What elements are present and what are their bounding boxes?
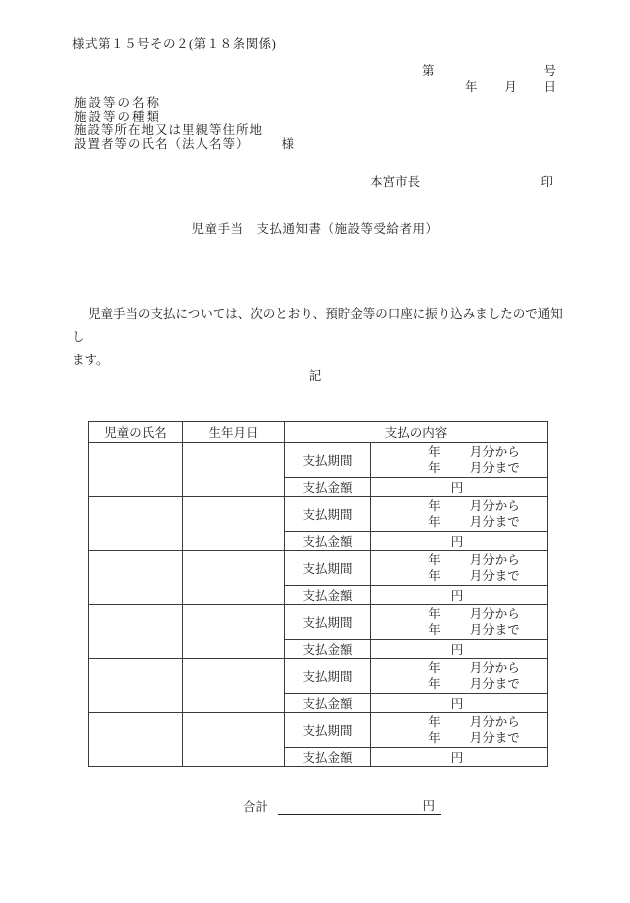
payment-period-value [371, 659, 548, 694]
period-year-blank [441, 444, 470, 460]
period-year-label: 年 [428, 607, 441, 621]
period-year-blank [441, 568, 470, 584]
period-to-line [371, 622, 547, 638]
owner-name-line [74, 138, 295, 152]
seal-mark: 印 [540, 175, 553, 189]
payment-period-label: 支払期間 [285, 497, 371, 532]
child-name-cell [89, 497, 183, 551]
birth-date-cell [183, 713, 285, 767]
period-year-blank [441, 514, 470, 530]
period-from-label: 月分から [469, 445, 520, 459]
period-year-blank [441, 460, 470, 476]
period-from-label: 月分から [469, 607, 520, 621]
period-to-label: 月分まで [469, 461, 520, 475]
date-year-label: 年 [465, 80, 478, 94]
period-to-line [371, 460, 547, 476]
period-year-label: 年 [428, 731, 441, 745]
period-to-label: 月分まで [469, 515, 520, 529]
payment-period-label: 支払期間 [285, 713, 371, 748]
date-month-label: 月 [504, 80, 517, 94]
period-from-label: 月分から [469, 661, 520, 675]
period-from-line [371, 552, 547, 568]
date-day-label: 日 [543, 80, 556, 94]
payment-period-label: 支払期間 [285, 551, 371, 586]
payment-table-wrapper [88, 421, 548, 767]
total-unit-label: 円 [422, 799, 436, 813]
birth-date-cell [183, 605, 285, 659]
period-year-label: 年 [428, 661, 441, 675]
period-year-blank [441, 730, 470, 746]
issuer-name: 本宮市長 [370, 175, 421, 189]
period-to-label: 月分まで [469, 731, 520, 745]
birth-date-cell [183, 443, 285, 497]
period-from-line [371, 444, 547, 460]
period-from-line [371, 606, 547, 622]
table-header-row [89, 422, 548, 443]
header-payment-details: 支払の内容 [285, 422, 548, 443]
body-paragraph [72, 303, 572, 372]
period-from-line [371, 714, 547, 730]
period-to-label: 月分まで [469, 569, 520, 583]
payment-table-body [89, 443, 548, 767]
facility-address-label: 施設等所在地又は里親等住所地 [74, 123, 264, 137]
payment-period-label: 支払期間 [285, 659, 371, 694]
period-year-blank [441, 660, 470, 676]
body-line-2: ます。 [72, 353, 109, 367]
owner-name-label: 設置者等の氏名（法人名等） [74, 136, 250, 151]
period-year-label: 年 [428, 515, 441, 529]
period-year-blank [441, 714, 470, 730]
period-year-blank [441, 498, 470, 514]
period-from-label: 月分から [469, 715, 520, 729]
period-year-label: 年 [428, 569, 441, 583]
payment-period-value [371, 497, 548, 532]
table-row [89, 659, 548, 694]
period-year-label: 年 [428, 623, 441, 637]
birth-date-cell [183, 551, 285, 605]
issue-number-prefix: 第 [422, 64, 435, 78]
header-birth-date: 生年月日 [183, 422, 285, 443]
payment-amount-value: 円 [371, 640, 548, 659]
payment-amount-value: 円 [371, 748, 548, 767]
child-name-cell [89, 605, 183, 659]
payment-amount-label: 支払金額 [285, 478, 371, 497]
period-year-blank [441, 676, 470, 692]
table-row [89, 713, 548, 748]
birth-date-cell [183, 497, 285, 551]
period-year-label: 年 [428, 677, 441, 691]
total-label: 合計 [243, 800, 269, 814]
period-to-line [371, 568, 547, 584]
period-from-label: 月分から [469, 499, 520, 513]
table-row [89, 605, 548, 640]
recipient-block [74, 97, 295, 151]
period-year-blank [441, 622, 470, 638]
period-year-blank [441, 552, 470, 568]
period-to-line [371, 676, 547, 692]
period-year-label: 年 [428, 445, 441, 459]
period-year-label: 年 [428, 553, 441, 567]
period-from-label: 月分から [469, 553, 520, 567]
period-year-label: 年 [428, 461, 441, 475]
period-to-label: 月分まで [469, 623, 520, 637]
period-year-label: 年 [428, 499, 441, 513]
child-name-cell [89, 551, 183, 605]
child-name-cell [89, 443, 183, 497]
payment-period-value [371, 443, 548, 478]
payment-period-label: 支払期間 [285, 605, 371, 640]
child-name-cell [89, 659, 183, 713]
period-from-line [371, 660, 547, 676]
issuer-line [370, 172, 553, 190]
payment-table [88, 421, 548, 767]
period-year-label: 年 [428, 715, 441, 729]
payment-amount-label: 支払金額 [285, 640, 371, 659]
total-line [243, 796, 441, 815]
payment-period-value [371, 605, 548, 640]
period-from-line [371, 498, 547, 514]
payment-amount-value: 円 [371, 694, 548, 713]
payment-period-value [371, 551, 548, 586]
payment-amount-label: 支払金額 [285, 694, 371, 713]
birth-date-cell [183, 659, 285, 713]
payment-period-label: 支払期間 [285, 443, 371, 478]
payment-amount-label: 支払金額 [285, 586, 371, 605]
header-child-name: 児童の氏名 [89, 422, 183, 443]
honorific-label: 様 [281, 136, 296, 151]
payment-amount-label: 支払金額 [285, 532, 371, 551]
issue-date-line [465, 77, 556, 95]
period-to-label: 月分まで [469, 677, 520, 691]
period-to-line [371, 730, 547, 746]
issue-number-suffix: 号 [543, 64, 556, 78]
period-to-line [371, 514, 547, 530]
total-amount-blank [278, 796, 441, 815]
record-heading: 記 [308, 369, 322, 383]
payment-amount-value: 円 [371, 586, 548, 605]
payment-amount-label: 支払金額 [285, 748, 371, 767]
payment-period-value [371, 713, 548, 748]
facility-type-label: 施設等の種類 [74, 109, 162, 124]
facility-name-label: 施設等の名称 [74, 96, 162, 110]
table-row [89, 551, 548, 586]
table-row [89, 497, 548, 532]
payment-amount-value: 円 [371, 478, 548, 497]
table-row [89, 443, 548, 478]
child-name-cell [89, 713, 183, 767]
form-number: 様式第１５号その２(第１８条関係) [72, 37, 277, 51]
body-line-1: 児童手当の支払については、次のとおり、預貯金等の口座に振り込みましたので通知し [72, 307, 563, 344]
period-year-blank [441, 606, 470, 622]
payment-amount-value: 円 [371, 532, 548, 551]
document-title: 児童手当 支払通知書（施設等受給者用） [191, 222, 439, 236]
